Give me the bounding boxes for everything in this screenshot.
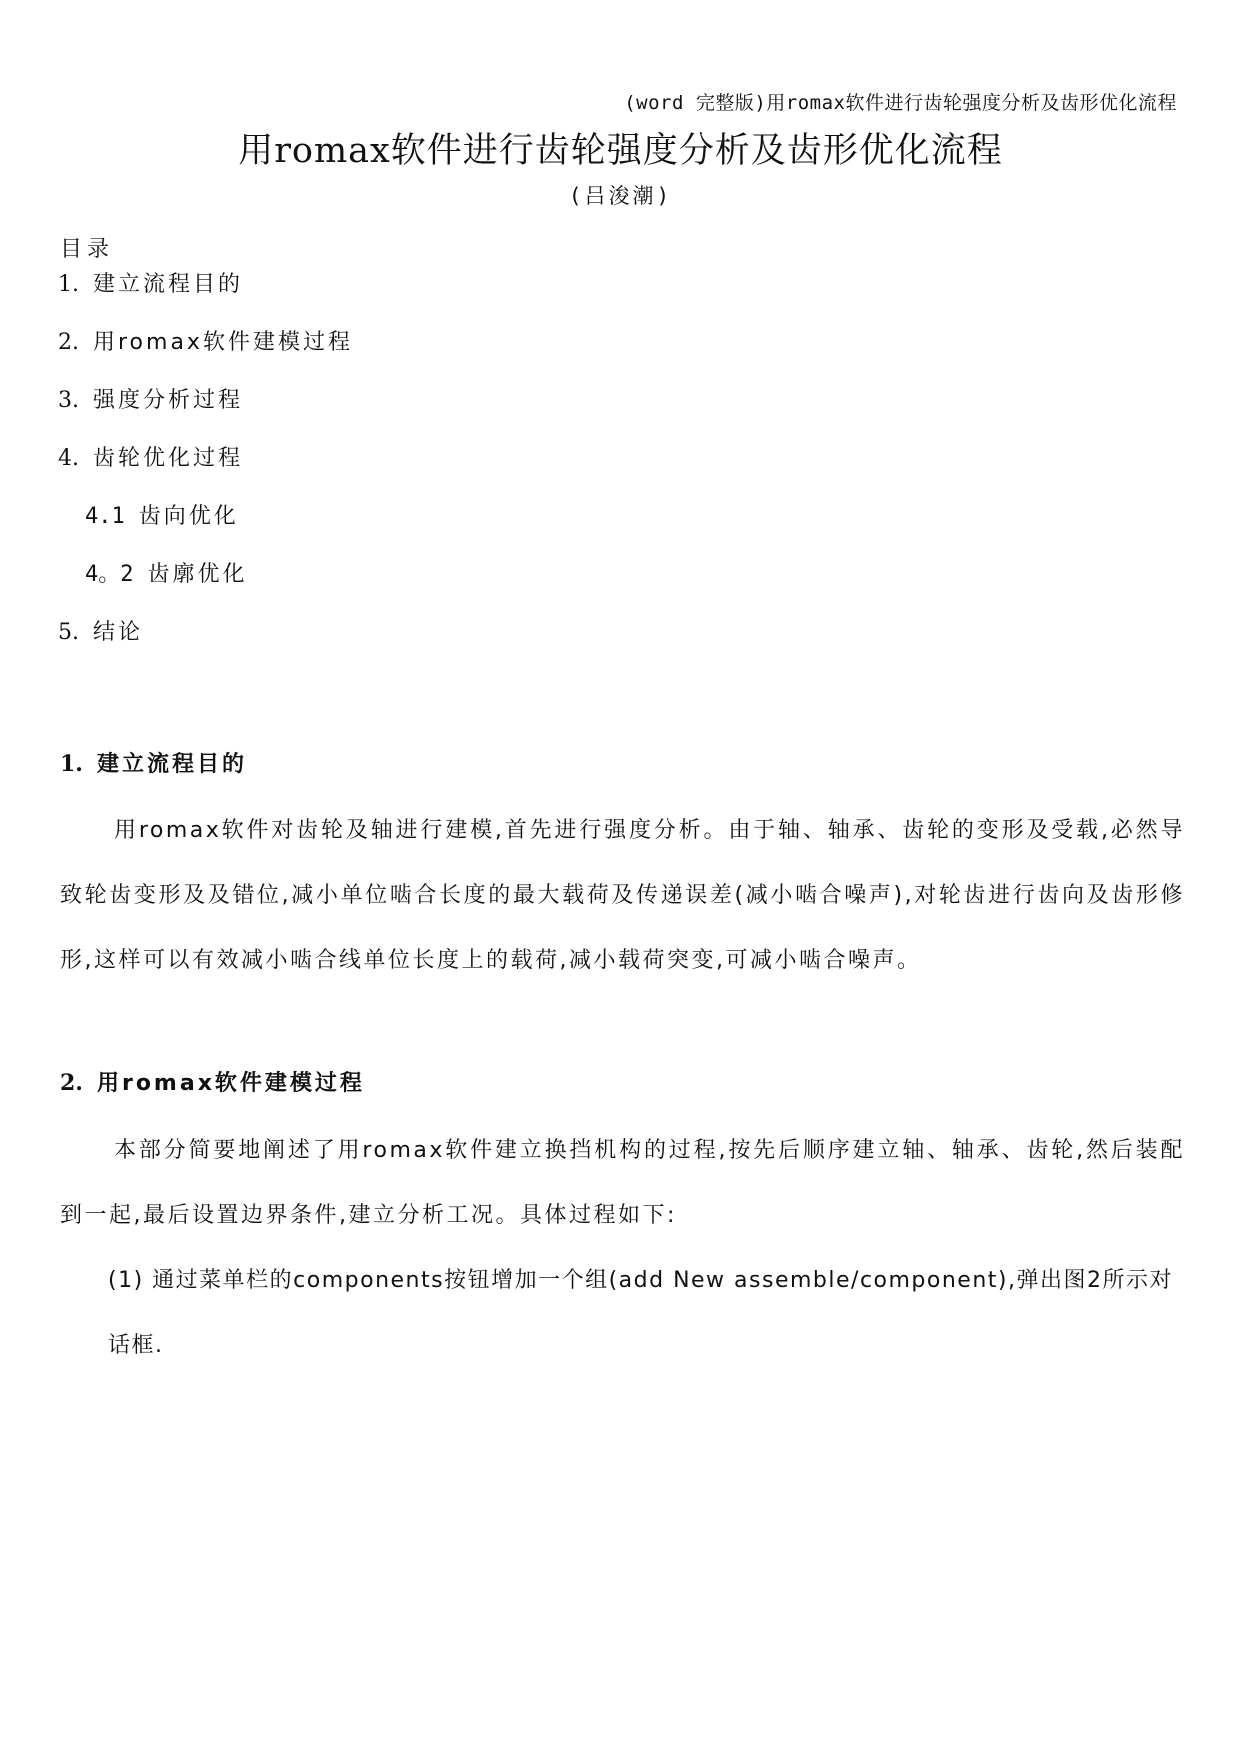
toc-item-label: 强度分析过程 (93, 388, 244, 413)
toc-item (58, 441, 243, 472)
toc-heading: 目录 (60, 237, 115, 262)
toc-item-number: 2. (58, 330, 79, 355)
toc-item-label: 齿廓优化 (147, 562, 248, 587)
toc-item-label: 用romax软件建模过程 (93, 330, 353, 355)
section-paragraph: 本部分简要地阐述了用romax软件建立换挡机构的过程,按先后顺序建立轴、轴承、齿轮,然后装配到一起,最后设置边界条件,建立分析工况。具体过程如下: (60, 1138, 1185, 1228)
section-heading (60, 747, 247, 778)
toc-item-number: 4.1 (85, 504, 125, 529)
toc-item (58, 383, 243, 414)
toc-item-number: 4。2 (85, 562, 134, 587)
toc-item-number: 3. (58, 388, 79, 413)
section-number: 2. (60, 1070, 83, 1096)
toc-subitem (85, 557, 248, 588)
toc-item (58, 325, 353, 356)
toc-item (58, 267, 243, 298)
toc-item-number: 4. (58, 446, 79, 471)
section-heading (60, 1066, 365, 1097)
procedure-step: (1) 通过菜单栏的components按钮增加一个组(add New assemble/component),弹出图2所示对话框. (108, 1268, 1173, 1358)
section-paragraph: 用romax软件对齿轮及轴进行建模,首先进行强度分析。由于轴、轴承、齿轮的变形及受载,必然导致轮齿变形及及错位,减小单位啮合长度的最大载荷及传递误差(减小啮合噪声),对轮齿进行齿向及齿形修形,这样可以有效减小啮合线单位长度上的载荷,减小载荷突变,可减小啮合噪声。 (60, 818, 1185, 973)
section-title: 用romax软件建模过程 (96, 1071, 365, 1096)
toc-item-label: 齿轮优化过程 (93, 446, 244, 471)
section-title: 建立流程目的 (96, 752, 247, 777)
toc-item-label: 齿向优化 (138, 504, 239, 529)
toc-item-number: 5. (58, 620, 79, 645)
section-number: 1. (60, 751, 83, 777)
document-author: (吕浚潮) (568, 184, 673, 208)
running-header: (word 完整版)用romax软件进行齿轮强度分析及齿形优化流程 (624, 92, 1177, 114)
document-title: 用romax软件进行齿轮强度分析及齿形优化流程 (238, 131, 1003, 171)
toc-item-number: 1. (58, 272, 79, 297)
toc-subitem (85, 499, 239, 530)
toc-item (58, 615, 143, 646)
toc-item-label: 结论 (93, 620, 144, 645)
toc-item-label: 建立流程目的 (93, 272, 244, 297)
